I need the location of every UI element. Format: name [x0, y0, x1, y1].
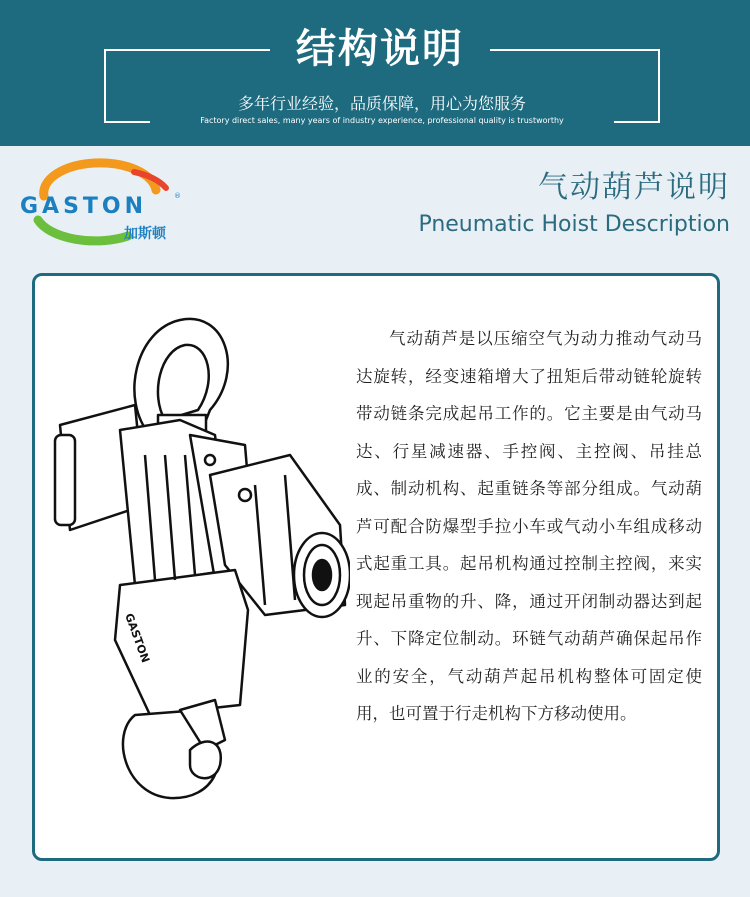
hoist-brand-mark: GASTON [122, 611, 153, 665]
banner-frame-line-left [104, 49, 270, 51]
banner-subtitle: 多年行业经验，品质保障，用心为您服务 [237, 94, 526, 113]
header-banner [0, 0, 750, 146]
logo-chinese-name: 加斯顿 [124, 226, 166, 242]
registered-mark: ® [174, 192, 181, 200]
banner-english-tagline: Factory direct sales, many years of industry experience, professional quality is trustworthy [150, 116, 614, 125]
logo-wordmark: GASTON [20, 194, 148, 219]
pneumatic-hoist-illustration [40, 310, 350, 805]
banner-frame-line-right [490, 49, 660, 51]
section-subtitle: Pneumatic Hoist Description [418, 212, 730, 237]
banner-title: 结构说明 [296, 26, 464, 72]
description-text: 气动葫芦是以压缩空气为动力推动气动马达旋转，经变速箱增大了扭矩后带动链轮旋转带动链条完成起吊工作的。它主要是由气动马达、行星减速器、手控阀、主控阀、吊挂总成、制动机构、起重链条等部分组成。气动葫芦可配合防爆型手拉小车或气动小车组成移动式起重工具。起吊机构通过控制主控阀，来实现起吊重物的升、降，通过开闭制动器达到起升、下降定位制动。环链气动葫芦确保起吊作业的安全，气动葫芦起吊机构整体可固定使用，也可置于行走机构下方移动使用。 [356, 329, 702, 723]
gaston-logo [16, 158, 186, 253]
section-title: 气动葫芦说明 [538, 170, 730, 205]
